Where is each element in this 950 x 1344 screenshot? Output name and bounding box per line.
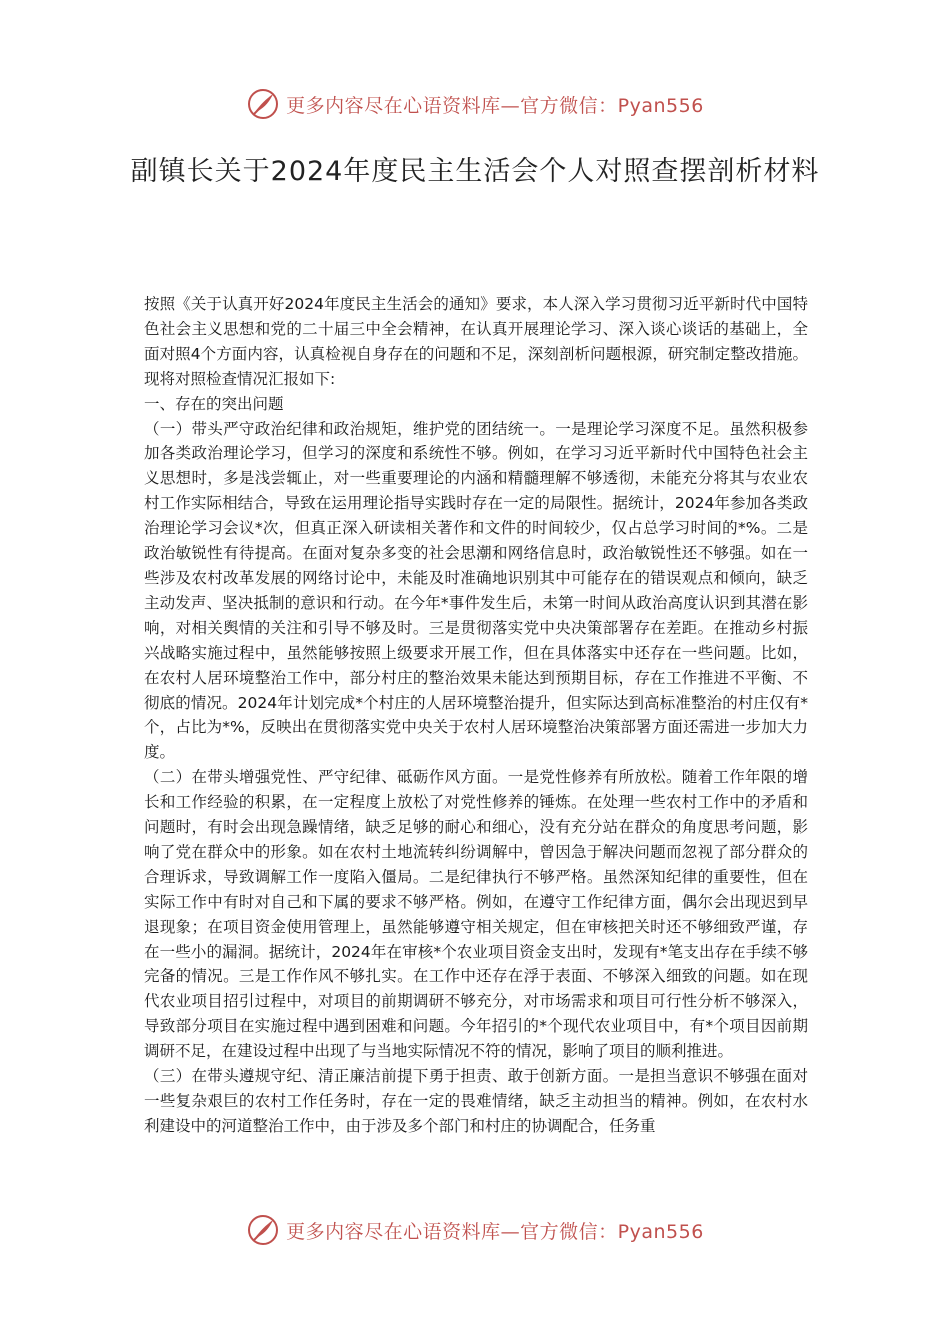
body-paragraph: （三）在带头遵规守纪、清正廉洁前提下勇于担责、敢于创新方面。一是担当意识不够强在面对一些复杂艰巨的农村工作任务时，存在一定的畏难情绪，缺乏主动担当的精神。例如，在农村水利建设中的河道整治工作中，由于涉及多个部门和村庄的协调配合，任务重	[144, 1067, 808, 1135]
feather-pen-logo-icon	[246, 87, 280, 121]
watermark-text: 更多内容尽在心语资料库—官方微信：Pyan556	[286, 94, 704, 117]
watermark-text: 更多内容尽在心语资料库—官方微信：Pyan556	[286, 1220, 704, 1243]
wechat-id: Pyan556	[617, 1220, 704, 1243]
body-paragraph: （一）带头严守政治纪律和政治规矩，维护党的团结统一。一是理论学习深度不足。虽然积极参加各类政治理论学习，但学习的深度和系统性不够。例如，在学习习近平新时代中国特色社会主义思想时，多是浅尝辄止，对一些重要理论的内涵和精髓理解不够透彻，未能充分将其与农业农村工作实际相结合，导致在运用理论指导实践时存在一定的局限性。据统计，2024年参加各类政治理论学习会议*次，但真正深入研读相关著作和文件的时间较少，仅占总学习时间的*%。二是政治敏锐性有待提高。在面对复杂多变的社会思潮和网络信息时，政治敏锐性还不够强。如在一些涉及农村改革发展的网络讨论中，未能及时准确地识别其中可能存在的错误观点和倾向，缺乏主动发声、坚决抵制的意识和行动。在今年*事件发生后，未第一时间从政治高度认识到其潜在影响，对相关舆情的关注和引导不够及时。三是贯彻落实党中央决策部署存在差距。在推动乡村振兴战略实施过程中，虽然能够按照上级要求开展工作，但在具体落实中还存在一些问题。比如，在农村人居环境整治工作中，部分村庄的整治效果未能达到预期目标，存在工作推进不平衡、不彻底的情况。2024年计划完成*个村庄的人居环境整治提升，但实际达到高标准整治的村庄仅有*个，占比为*%，反映出在贯彻落实党中央关于农村人居环境整治决策部署方面还需进一步加大力度。	[144, 419, 808, 762]
wechat-id: Pyan556	[617, 94, 704, 117]
body-paragraph: （二）在带头增强党性、严守纪律、砥砺作风方面。一是党性修养有所放松。随着工作年限的增长和工作经验的积累，在一定程度上放松了对党性修养的锤炼。在处理一些农村工作中的矛盾和问题时，有时会出现急躁情绪，缺乏足够的耐心和细心，没有充分站在群众的角度思考问题，影响了党在群众中的形象。如在农村土地流转纠纷调解中，曾因急于解决问题而忽视了部分群众的合理诉求，导致调解工作一度陷入僵局。二是纪律执行不够严格。虽然深知纪律的重要性，但在实际工作中有时对自己和下属的要求不够严格。例如，在遵守工作纪律方面，偶尔会出现迟到早退现象；在项目资金使用管理上，虽然能够遵守相关规定，但在审核把关时还不够细致严谨，存在一些小的漏洞。据统计，2024年在审核*个农业项目资金支出时，发现有*笔支出存在手续不够完备的情况。三是工作作风不够扎实。在工作中还存在浮于表面、不够深入细致的问题。如在现代农业项目招引过程中，对项目的前期调研不够充分，对市场需求和项目可行性分析不够深入，导致部分项目在实施过程中遇到困难和问题。今年招引的*个现代农业项目中，有*个项目因前期调研不足，在建设过程中出现了与当地实际情况不符的情况，影响了项目的顺利推进。	[144, 768, 808, 1061]
header-watermark-banner	[0, 84, 950, 124]
document-title: 副镇长关于2024年度民主生活会个人对照查摆剖析材料	[130, 156, 820, 187]
section-heading: 一、存在的突出问题	[144, 394, 284, 413]
document-body	[144, 292, 808, 1139]
intro-paragraph: 按照《关于认真开好2024年度民主生活会的通知》要求，本人深入学习贯彻习近平新时代中国特色社会主义思想和党的二十届三中全会精神，在认真开展理论学习、深入谈心谈话的基础上，全面对照4个方面内容，认真检视自身存在的问题和不足，深刻剖析问题根源，研究制定整改措施。现将对照检查情况汇报如下:	[144, 295, 808, 388]
footer-watermark-banner	[0, 1210, 950, 1250]
feather-pen-logo-icon	[246, 1213, 280, 1247]
